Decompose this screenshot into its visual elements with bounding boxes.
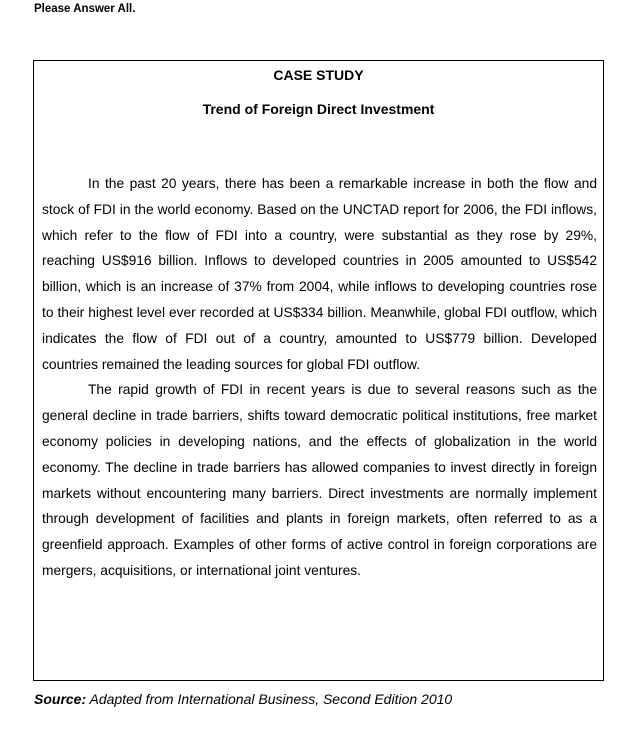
instruction-text: Please Answer All.	[34, 3, 136, 15]
case-study-label: CASE STUDY	[273, 67, 364, 83]
case-study-paragraph-1: In the past 20 years, there has been a remarkable increase in both the flow and stock of FDI in the world economy. Based on the UNCTAD report for 2006, the FDI inflows, which refer to the flow of FDI into a country, were substantial as they rose by 29%, reaching US$916 billion. Inflows to developed countries in 2005 amounted to US$542 billion, which is an increase of 37% from 2004, while inflows to developing countries rose to their highest level ever recorded at US$334 billion. Meanwhile, global FDI outflow, which indicates the flow of FDI out of a country, amounted to US$779 billion. Developed countries remained the leading sources for global FDI outflow.	[42, 176, 597, 372]
case-study-box	[33, 60, 604, 681]
source-citation	[34, 691, 452, 707]
source-text: Adapted from International Business, Second Edition 2010	[89, 691, 453, 707]
case-study-body	[42, 171, 597, 584]
source-label: Source:	[34, 691, 87, 707]
case-study-paragraph-2: The rapid growth of FDI in recent years is due to several reasons such as the general decline in trade barriers, shifts toward democratic political institutions, free market economy policies in developing nations, and the effects of globalization in the world economy. The decline in trade barriers has allowed companies to invest directly in foreign markets without encountering many barriers. Direct investments are normally implement through development of facilities and plants in foreign markets, often referred to as a greenfield approach. Examples of other forms of active control in foreign corporations are mergers, acquisitions, or international joint ventures.	[42, 382, 597, 578]
case-study-title: Trend of Foreign Direct Investment	[202, 101, 435, 117]
